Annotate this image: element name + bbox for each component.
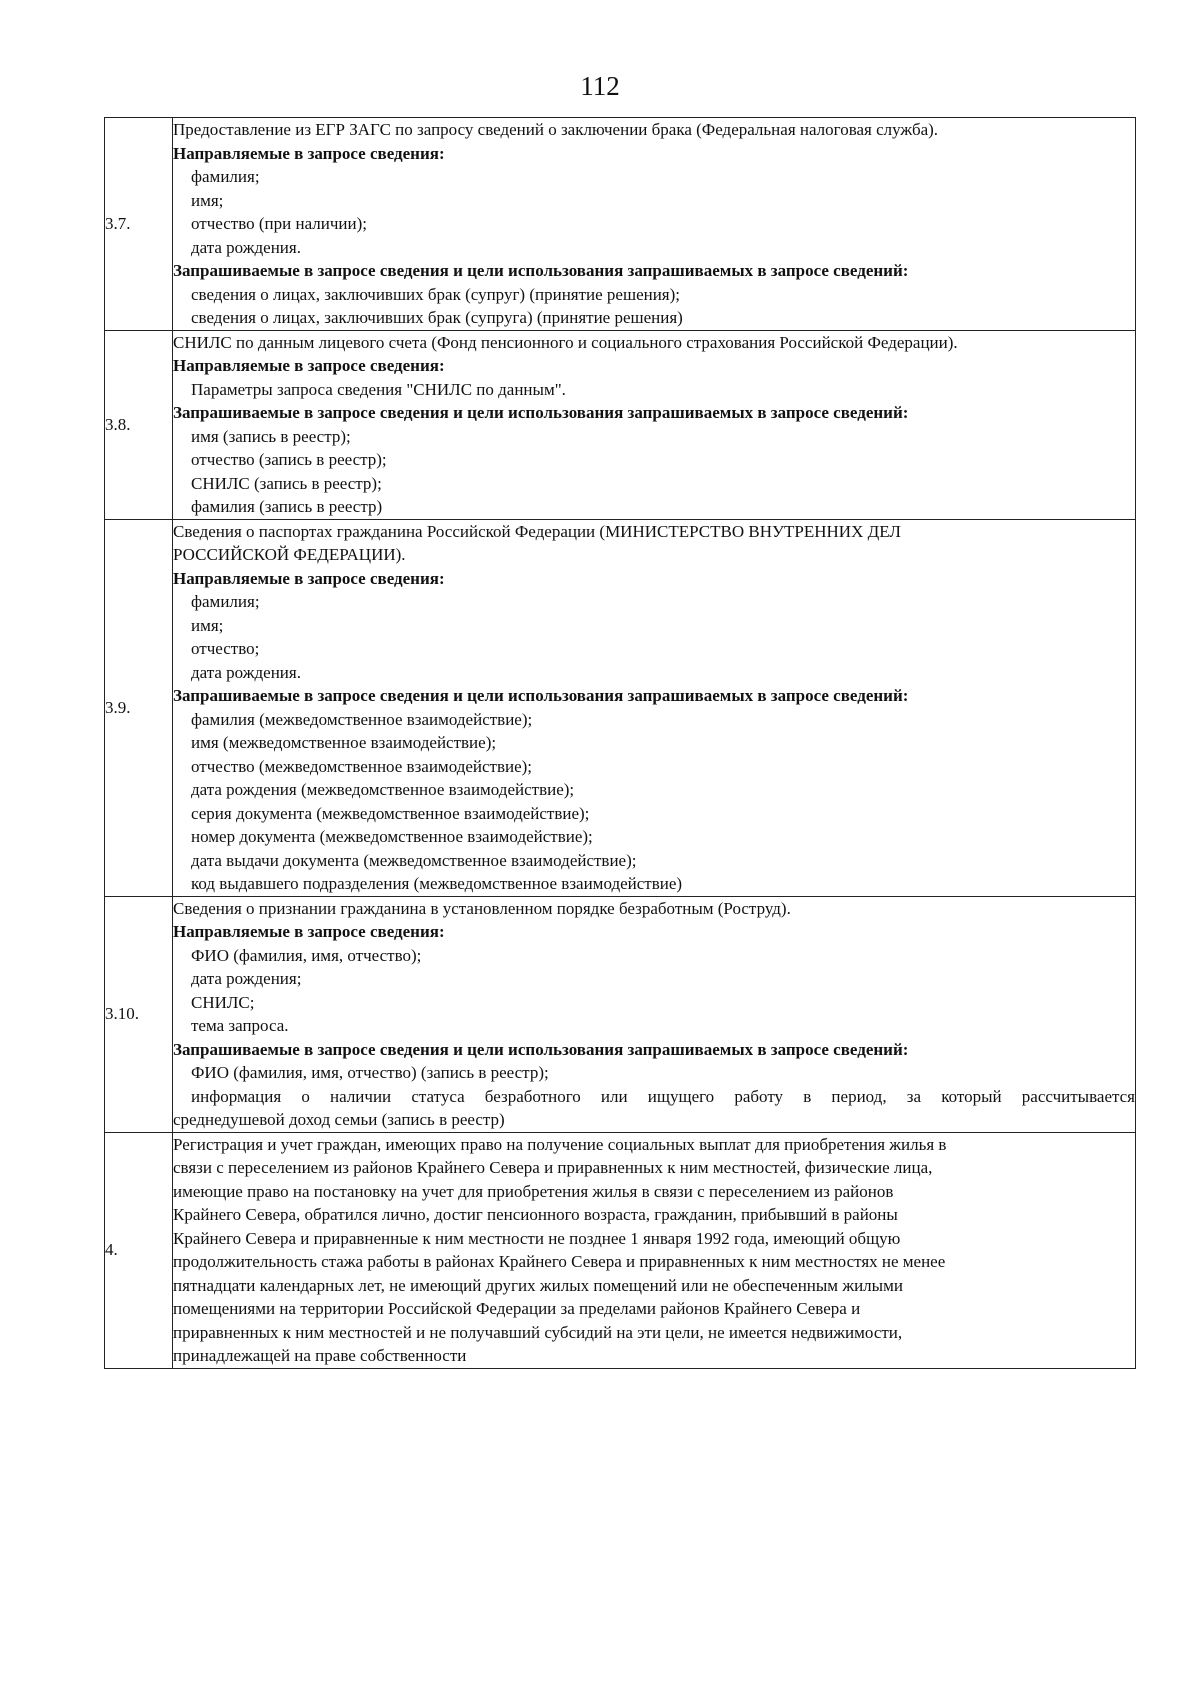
table-row <box>105 896 1136 1132</box>
list-item: отчество; <box>191 639 260 658</box>
paragraph-line: Крайнего Севера, обратился лично, достиг пенсионного возраста, гражданин, прибывший в районы <box>173 1205 898 1224</box>
row-number: 4. <box>105 1132 173 1368</box>
row-number: 3.9. <box>105 519 173 896</box>
list-item: ФИО (фамилия, имя, отчество) (запись в реестр); <box>191 1063 549 1082</box>
page-number: 112 <box>580 71 620 101</box>
row-number: 3.10. <box>105 896 173 1132</box>
list-item: дата рождения; <box>191 969 302 988</box>
list-item: отчество (при наличии); <box>191 214 367 233</box>
row-content <box>173 519 1136 896</box>
list-item: дата рождения. <box>191 662 301 682</box>
list-item-continued: среднедушевой доход семьи (запись в реестр) <box>173 1110 505 1129</box>
paragraph-line: пятнадцати календарных лет, не имеющий других жилых помещений или не обеспеченным жилыми <box>173 1275 903 1295</box>
list-item: имя (межведомственное взаимодействие); <box>191 733 497 752</box>
section-heading: Направляемые в запросе сведения: <box>173 568 445 588</box>
section-heading: Направляемые в запросе сведения: <box>173 922 445 941</box>
section-heading: Запрашиваемые в запросе сведения и цели использования запрашиваемых в запросе сведений: <box>173 261 909 280</box>
list-item: фамилия (межведомственное взаимодействие); <box>191 709 533 729</box>
list-item: дата рождения (межведомственное взаимодействие); <box>191 780 575 799</box>
section-heading: Направляемые в запросе сведения: <box>173 356 445 375</box>
list-item: отчество (межведомственное взаимодействие); <box>191 756 533 776</box>
paragraph-line: Регистрация и учет граждан, имеющих право на получение социальных выплат для приобретения жилья в <box>173 1134 947 1154</box>
paragraph-line: имеющие право на постановку на учет для приобретения жилья в связи с переселением из районов <box>173 1181 894 1201</box>
list-item: номер документа (межведомственное взаимодействие); <box>191 827 593 846</box>
row-content <box>173 330 1136 519</box>
list-item: имя (запись в реестр); <box>191 426 351 446</box>
row-number: 3.7. <box>105 118 173 331</box>
row-number: 3.8. <box>105 330 173 519</box>
row-content <box>173 1132 1136 1368</box>
paragraph-line: продолжительность стажа работы в районах Крайнего Севера и приравненных к ним местностях не менее <box>173 1252 946 1271</box>
section-heading: Запрашиваемые в запросе сведения и цели использования запрашиваемых в запросе сведений: <box>173 403 909 422</box>
list-item: имя; <box>191 190 224 210</box>
list-item: фамилия; <box>191 167 260 186</box>
list-item: сведения о лицах, заключивших брак (супруг) (принятие решения); <box>191 284 681 304</box>
paragraph-line: Крайнего Севера и приравненные к ним местности не позднее 1 января 1992 года, имеющий общую <box>173 1228 901 1248</box>
list-item: имя; <box>191 615 224 635</box>
service-title: Сведения о признании гражданина в установленном порядке безработным (Роструд). <box>173 898 791 918</box>
row-content <box>173 896 1136 1132</box>
paragraph-line: приравненных к ним местностей и не получавший субсидий на эти цели, не имеется недвижимости, <box>173 1322 903 1342</box>
list-item: Параметры запроса сведения "СНИЛС по данным". <box>191 379 566 399</box>
list-item: код выдавшего подразделения (межведомственное взаимодействие) <box>191 874 683 893</box>
table-row <box>105 118 1136 331</box>
list-item: фамилия (запись в реестр) <box>191 497 383 516</box>
paragraph-line: принадлежащей на праве собственности <box>173 1346 467 1365</box>
list-item: отчество (запись в реестр); <box>191 450 387 469</box>
section-heading: Запрашиваемые в запросе сведения и цели использования запрашиваемых в запросе сведений: <box>173 1039 909 1059</box>
list-item: СНИЛС; <box>191 992 255 1012</box>
list-item: информация о наличии статуса безработного или ищущего работу в период, за который рассчитывается <box>191 1086 1135 1106</box>
services-table <box>104 117 1136 1369</box>
list-item: сведения о лицах, заключивших брак (супруга) (принятие решения) <box>191 308 683 327</box>
row-content <box>173 118 1136 331</box>
list-item: фамилия; <box>191 592 260 611</box>
paragraph-line: связи с переселением из районов Крайнего Севера и приравненных к ним местностей, физические лица, <box>173 1158 933 1177</box>
table-row <box>105 519 1136 896</box>
section-heading: Запрашиваемые в запросе сведения и цели использования запрашиваемых в запросе сведений: <box>173 686 909 705</box>
table-row <box>105 330 1136 519</box>
list-item: ФИО (фамилия, имя, отчество); <box>191 945 422 965</box>
service-title-continued: РОССИЙСКОЙ ФЕДЕРАЦИИ). <box>173 545 406 564</box>
table-row <box>105 1132 1136 1368</box>
service-title: СНИЛС по данным лицевого счета (Фонд пенсионного и социального страхования Российской Федерации). <box>173 332 958 352</box>
service-title: Сведения о паспортах гражданина Российской Федерации (МИНИСТЕРСТВО ВНУТРЕННИХ ДЕЛ <box>173 521 901 541</box>
list-item: дата выдачи документа (межведомственное взаимодействие); <box>191 850 637 870</box>
list-item: серия документа (межведомственное взаимодействие); <box>191 803 590 823</box>
paragraph-line: помещениями на территории Российской Федерации за пределами районов Крайнего Севера и <box>173 1299 861 1318</box>
list-item: СНИЛС (запись в реестр); <box>191 473 382 493</box>
section-heading: Направляемые в запросе сведения: <box>173 143 445 163</box>
list-item: тема запроса. <box>191 1016 289 1035</box>
list-item: дата рождения. <box>191 237 301 257</box>
service-title: Предоставление из ЕГР ЗАГС по запросу сведений о заключении брака (Федеральная налоговая служба). <box>173 120 939 139</box>
